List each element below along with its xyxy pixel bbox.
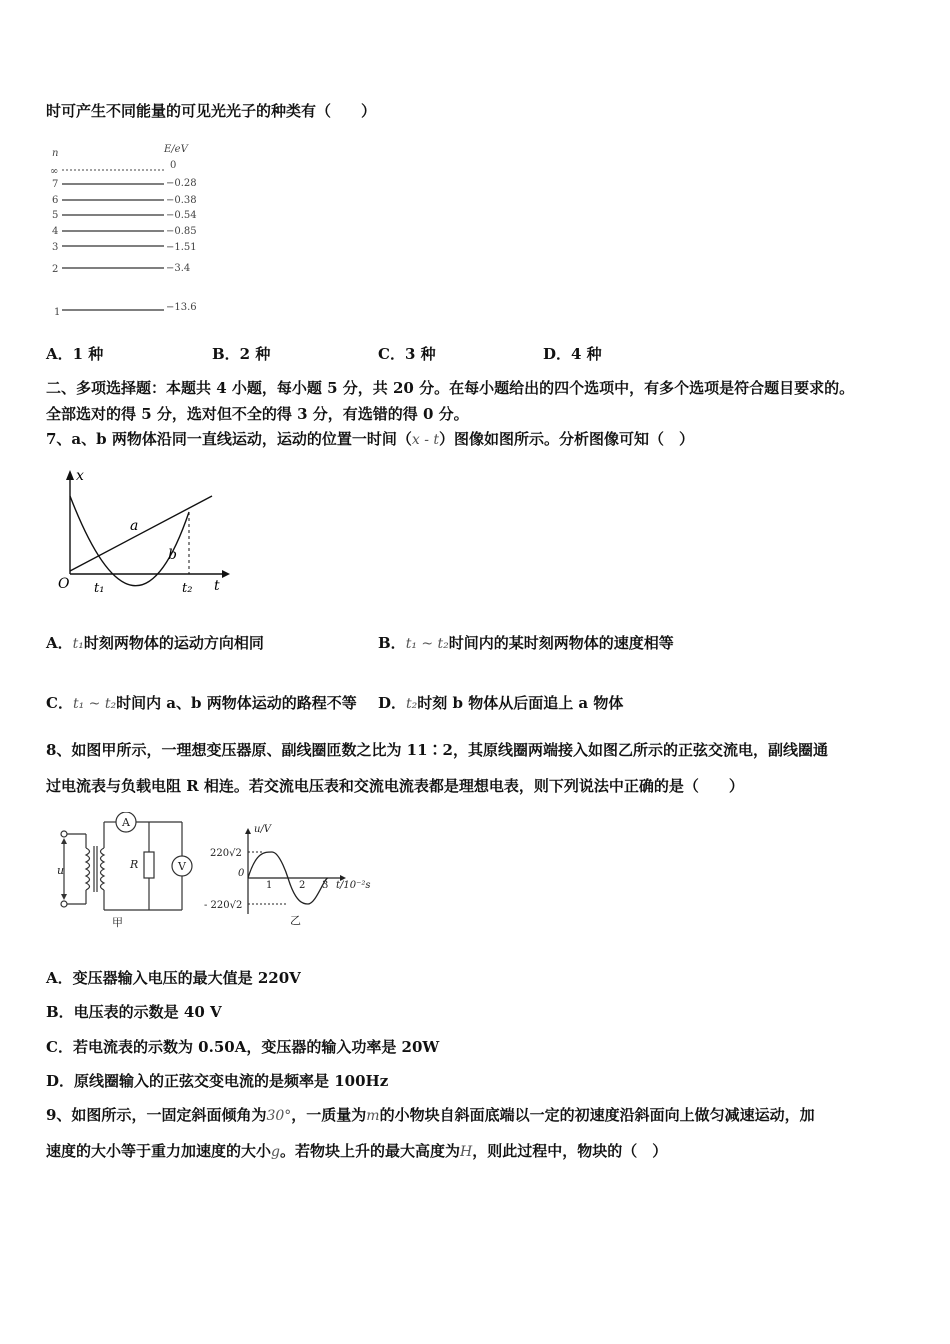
resistor <box>144 852 154 878</box>
q6-option-a: A．1 种 <box>46 345 104 363</box>
q9-l2-a: 速度的大小等于重力加速度的大小 <box>46 1142 272 1160</box>
transformer-circuit <box>54 812 204 932</box>
q9-l1-m1: 30° <box>266 1108 292 1124</box>
level-n: 7 <box>52 179 59 190</box>
level-n: 5 <box>52 210 59 221</box>
level-e: −0.54 <box>166 210 197 221</box>
q9-l2-c: ，则此过程中，物块的（ ） <box>472 1142 668 1160</box>
primary-coil <box>86 848 90 890</box>
source-arrow-bottom <box>61 894 67 900</box>
peak-pos-label: 220√2 <box>210 848 242 859</box>
secondary-coil <box>101 848 105 890</box>
tick-2: 2 <box>299 880 306 891</box>
q7-b-math: t₁ ~ t₂ <box>405 636 449 652</box>
level-e: −0.38 <box>166 195 197 206</box>
source-label: u <box>57 864 65 877</box>
q9-l2-m1: g <box>271 1144 280 1160</box>
q9-l2-b: 。若物块上升的最大高度为 <box>279 1142 460 1160</box>
q9-l1-m2: m <box>366 1108 380 1124</box>
circuit-caption: 甲 <box>112 916 123 929</box>
level-e: −0.28 <box>166 178 197 189</box>
q8-option-b: B．电压表的示数是 40 V <box>46 1003 222 1021</box>
level-n: 1 <box>54 307 61 318</box>
t-axis-label: t/10⁻²s <box>336 880 371 891</box>
voltage-waveform <box>204 818 374 930</box>
u-axis-arrow <box>245 828 251 834</box>
q6-stem-tail: 时可产生不同能量的可见光光子的种类有（ ） <box>46 102 377 120</box>
level-n: 6 <box>52 195 59 206</box>
origin-label: 0 <box>238 868 245 879</box>
curve-b <box>70 496 189 586</box>
q9-l2-m2: H <box>460 1144 473 1160</box>
line-a-label: a <box>130 518 139 534</box>
u-axis-label: u/V <box>254 824 272 835</box>
input-terminal-bottom <box>61 901 67 907</box>
t1-label: t₁ <box>94 581 105 596</box>
input-terminal-top <box>61 831 67 837</box>
peak-neg-label: - 220√2 <box>204 900 243 911</box>
t-axis-arrow <box>222 570 230 578</box>
q7-option-b <box>378 632 674 653</box>
q6-option-c: C．3 种 <box>378 345 436 363</box>
q7-option-a <box>46 632 264 653</box>
q7-stem-math: x - t <box>411 432 440 448</box>
q8-line1: 8、如图甲所示，一理想变压器原、副线圈匝数之比为 11∶2，其原线圈两端接入如图乙所示的正弦交流电，副线圈通 <box>46 741 828 759</box>
voltmeter-label: V <box>178 860 186 873</box>
q9-l1-c: 的小物块自斜面底端以一定的初速度沿斜面向上做匀减速运动，加 <box>379 1106 815 1124</box>
n-header: n <box>52 148 59 159</box>
e-header: E/eV <box>164 144 188 155</box>
q7-a-label: A． <box>46 634 73 652</box>
section2-line1: 二、多项选择题：本题共 4 小题，每小题 5 分，共 20 分。在每小题给出的四个选项中，有多个选项是符合题目要求的。 <box>46 379 855 397</box>
level-e: −13.6 <box>166 302 197 313</box>
curve-b-label: b <box>168 547 177 563</box>
x-axis-arrow <box>66 470 74 480</box>
xt-graph <box>56 462 236 600</box>
origin-label: O <box>58 576 70 592</box>
q7-d-label: D． <box>378 694 407 712</box>
waveform-caption: 乙 <box>290 914 301 927</box>
q7-a-text: 时刻两物体的运动方向相同 <box>83 634 264 652</box>
x-axis-label: x <box>76 468 84 484</box>
q7-c-text: 时间内 a、b 两物体运动的路程不等 <box>116 694 357 712</box>
q7-stem-b: ）图像如图所示。分析图像可知（ ） <box>439 430 695 448</box>
q8-line2: 过电流表与负载电阻 R 相连。若交流电压表和交流电流表都是理想电表，则下列说法中正确的是（ ） <box>46 777 744 795</box>
level-e: 0 <box>170 160 177 171</box>
q7-option-d <box>378 692 623 713</box>
level-e: −3.4 <box>166 263 191 274</box>
q6-option-d: D．4 种 <box>543 345 602 363</box>
level-n: 4 <box>52 226 59 237</box>
q7-stem-a: 7、a、b 两物体沿同一直线运动，运动的位置一时间（ <box>46 430 412 448</box>
resistor-label: R <box>130 858 139 871</box>
t2-label: t₂ <box>182 581 193 596</box>
q7-stem <box>46 429 694 450</box>
q7-a-math: t₁ <box>72 636 84 652</box>
line-a <box>70 496 212 571</box>
level-n: 3 <box>52 242 59 253</box>
q9-line2 <box>46 1141 667 1162</box>
level-n: ∞ <box>50 166 59 177</box>
q7-c-math: t₁ ~ t₂ <box>72 696 117 712</box>
q7-d-math: t₂ <box>406 696 418 712</box>
q8-option-c: C．若电流表的示数为 0.50A，变压器的输入功率是 20W <box>46 1038 440 1056</box>
section2-line2: 全部选对的得 5 分，选对但不全的得 3 分，有选错的得 0 分。 <box>46 405 469 423</box>
q7-option-c <box>46 692 357 713</box>
energy-level-diagram <box>46 140 216 320</box>
q9-line1 <box>46 1105 815 1126</box>
q7-b-text: 时间内的某时刻两物体的速度相等 <box>448 634 674 652</box>
q8-option-d: D．原线圈输入的正弦交变电流的是频率是 100Hz <box>46 1072 389 1090</box>
q9-l1-a: 9、如图所示，一固定斜面倾角为 <box>46 1106 267 1124</box>
ammeter-label: A <box>122 816 130 829</box>
source-arrow <box>61 838 67 844</box>
level-n: 2 <box>52 264 59 275</box>
q9-l1-b: ，一质量为 <box>291 1106 367 1124</box>
q8-option-a: A．变压器输入电压的最大值是 220V <box>46 969 301 987</box>
t-axis-label: t <box>214 578 220 594</box>
q7-c-label: C． <box>46 694 73 712</box>
q6-option-b: B．2 种 <box>212 345 271 363</box>
q7-d-text: 时刻 b 物体从后面追上 a 物体 <box>417 694 624 712</box>
q7-b-label: B． <box>378 634 406 652</box>
level-e: −0.85 <box>166 226 197 237</box>
tick-3: 3 <box>322 880 329 891</box>
tick-1: 1 <box>266 880 273 891</box>
level-e: −1.51 <box>166 242 197 253</box>
